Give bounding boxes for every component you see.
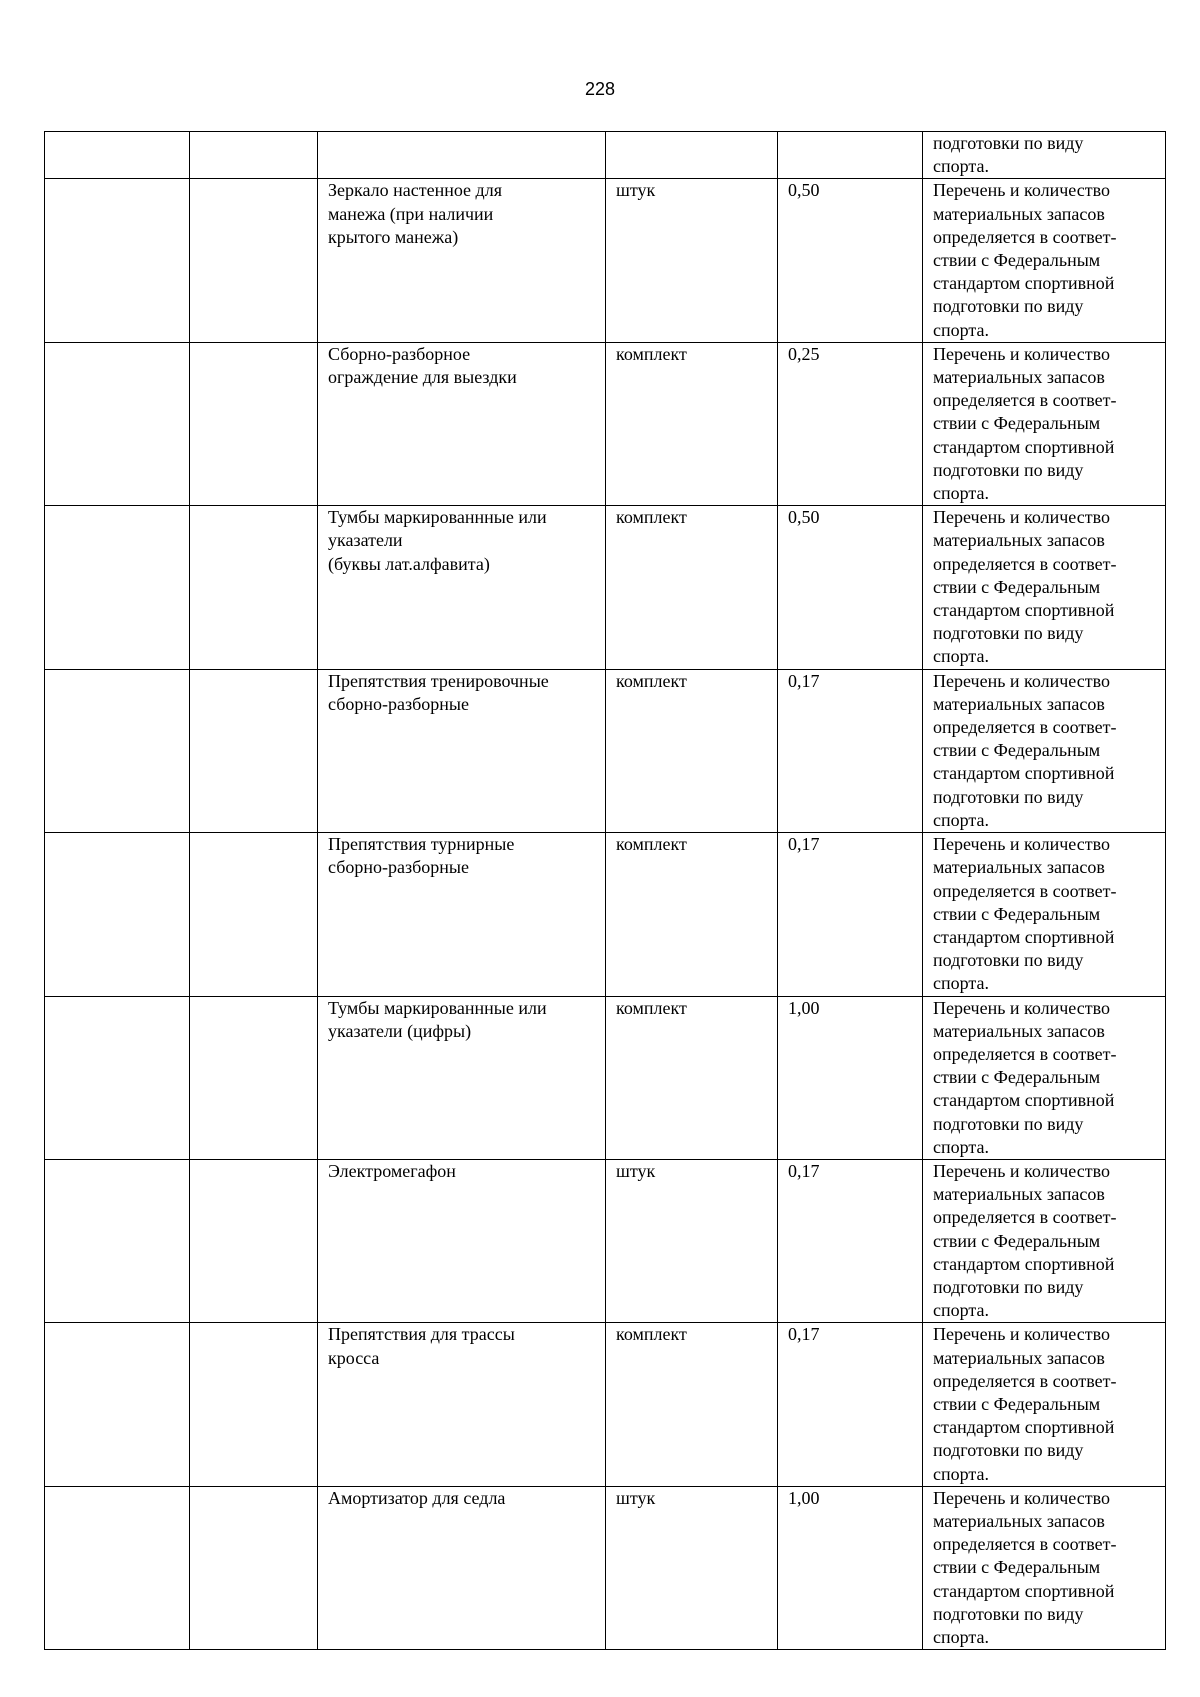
table-row [45, 833, 1166, 996]
item-name-line: указатели [328, 530, 403, 551]
note-line: спорта. [933, 483, 989, 504]
note-line: подготовки по виду [933, 623, 1084, 644]
item-unit: комплект [616, 670, 687, 691]
table-cell-number [45, 996, 190, 1159]
note-line: стандартом спортивной [933, 1417, 1115, 1438]
note-line: определяется в соответ- [933, 226, 1117, 247]
table-cell-name [318, 996, 606, 1159]
note-line: материальных запасов [933, 1347, 1105, 1368]
table-cell-unit [606, 669, 778, 832]
note-line: подготовки по виду [933, 296, 1084, 317]
note-line: подготовки по виду [933, 459, 1084, 480]
table-cell-section [190, 996, 318, 1159]
table-cell-section [190, 1486, 318, 1649]
note-line: стандартом спортивной [933, 926, 1115, 947]
note-line: определяется в соответ- [933, 1534, 1117, 1555]
note-line: определяется в соответ- [933, 1370, 1117, 1391]
item-name-line: Зеркало настенное для [328, 180, 502, 201]
table-cell-quantity [778, 1323, 923, 1486]
note-line: материальных запасов [933, 693, 1105, 714]
table-cell-unit [606, 833, 778, 996]
table-cell-note [923, 132, 1166, 179]
item-unit: штук [616, 1487, 656, 1508]
table-cell-note [923, 669, 1166, 832]
table-row [45, 1486, 1166, 1649]
table-cell-name [318, 342, 606, 505]
table-cell-unit [606, 1323, 778, 1486]
item-unit: комплект [616, 834, 687, 855]
table-cell-name [318, 179, 606, 342]
table-cell-note [923, 506, 1166, 669]
note-line: материальных запасов [933, 367, 1105, 388]
item-name-line: манежа (при наличии [328, 203, 494, 224]
item-name-line: Электромегафон [328, 1160, 456, 1181]
table-cell-quantity [778, 996, 923, 1159]
table-cell-name [318, 669, 606, 832]
table-cell-number [45, 179, 190, 342]
table-cell-unit [606, 506, 778, 669]
table-cell-quantity [778, 132, 923, 179]
table-cell-section [190, 179, 318, 342]
note-line: ствии с Федеральным [933, 740, 1101, 761]
item-quantity: 0,25 [788, 343, 820, 364]
table-body [45, 132, 1166, 1650]
item-name-line: Амортизатор для седла [328, 1487, 506, 1508]
table-cell-name [318, 1486, 606, 1649]
note-line: ствии с Федеральным [933, 1230, 1101, 1251]
note-line: спорта. [933, 1300, 989, 1321]
table-row [45, 342, 1166, 505]
table-cell-unit [606, 1486, 778, 1649]
equipment-table [44, 131, 1166, 1650]
note-line: материальных запасов [933, 530, 1105, 551]
table-cell-quantity [778, 1159, 923, 1322]
item-unit: комплект [616, 1324, 687, 1345]
note-line: ствии с Федеральным [933, 903, 1101, 924]
table-cell-name [318, 833, 606, 996]
note-line: стандартом спортивной [933, 763, 1115, 784]
item-quantity: 0,17 [788, 1160, 820, 1181]
table-cell-name [318, 1323, 606, 1486]
note-line: спорта. [933, 1463, 989, 1484]
note-line: ствии с Федеральным [933, 250, 1101, 271]
item-name-line: ограждение для выездки [328, 367, 517, 388]
table-cell-section [190, 342, 318, 505]
table-cell-number [45, 342, 190, 505]
table-cell-quantity [778, 179, 923, 342]
item-name-line: указатели (цифры) [328, 1020, 472, 1041]
item-quantity: 1,00 [788, 997, 820, 1018]
note-line: Перечень и количество [933, 670, 1110, 691]
table-cell-note [923, 179, 1166, 342]
item-quantity: 0,17 [788, 670, 820, 691]
table-cell-unit [606, 342, 778, 505]
item-quantity: 0,17 [788, 834, 820, 855]
note-line: материальных запасов [933, 1020, 1105, 1041]
item-unit: комплект [616, 507, 687, 528]
table-row [45, 669, 1166, 832]
item-name-line: Препятствия турнирные [328, 834, 515, 855]
note-line: определяется в соответ- [933, 1207, 1117, 1228]
item-quantity: 0,50 [788, 507, 820, 528]
item-unit: комплект [616, 343, 687, 364]
note-line: спорта. [933, 319, 989, 340]
note-line: стандартом спортивной [933, 436, 1115, 457]
item-name-line: Тумбы маркированнные или [328, 507, 547, 528]
item-name-line: Сборно-разборное [328, 343, 471, 364]
table-cell-unit [606, 179, 778, 342]
item-quantity: 0,50 [788, 180, 820, 201]
table-cell-quantity [778, 1486, 923, 1649]
table-row [45, 1159, 1166, 1322]
item-name-line: Тумбы маркированнные или [328, 997, 547, 1018]
note-line: Перечень и количество [933, 1487, 1110, 1508]
table-cell-quantity [778, 669, 923, 832]
item-unit: комплект [616, 997, 687, 1018]
note-line: стандартом спортивной [933, 273, 1115, 294]
note-line: определяется в соответ- [933, 717, 1117, 738]
note-line: подготовки по виду [933, 133, 1084, 153]
note-line: Перечень и количество [933, 1324, 1110, 1345]
table-row [45, 506, 1166, 669]
note-line: спорта. [933, 156, 989, 177]
table-cell-unit [606, 996, 778, 1159]
item-name-line: (буквы лат.алфавита) [328, 553, 490, 574]
table-cell-note [923, 1486, 1166, 1649]
table-cell-name [318, 506, 606, 669]
item-name-line: сборно-разборные [328, 693, 469, 714]
note-line: подготовки по виду [933, 1603, 1084, 1624]
table-cell-number [45, 833, 190, 996]
item-unit: штук [616, 1160, 656, 1181]
note-line: материальных запасов [933, 857, 1105, 878]
table-cell-quantity [778, 833, 923, 996]
item-quantity: 0,17 [788, 1324, 820, 1345]
note-line: Перечень и количество [933, 834, 1110, 855]
note-line: подготовки по виду [933, 1440, 1084, 1461]
table-cell-unit [606, 1159, 778, 1322]
note-line: ствии с Федеральным [933, 1557, 1101, 1578]
note-line: Перечень и количество [933, 507, 1110, 528]
table-cell-note [923, 342, 1166, 505]
table-cell-number [45, 506, 190, 669]
item-name-line: Препятствия для трассы [328, 1324, 515, 1345]
item-unit: штук [616, 180, 656, 201]
note-line: спорта. [933, 973, 989, 994]
note-line: подготовки по виду [933, 1113, 1084, 1134]
table-cell-number [45, 1159, 190, 1322]
page-number: 228 [584, 79, 616, 99]
table-cell-note [923, 1159, 1166, 1322]
table-cell-section [190, 1159, 318, 1322]
table-row [45, 996, 1166, 1159]
note-line: подготовки по виду [933, 950, 1084, 971]
note-line: стандартом спортивной [933, 1253, 1115, 1274]
table-cell-section [190, 506, 318, 669]
table-cell-note [923, 833, 1166, 996]
note-line: спорта. [933, 646, 989, 667]
note-line: стандартом спортивной [933, 1580, 1115, 1601]
table-cell-note [923, 996, 1166, 1159]
table-cell-unit [606, 132, 778, 179]
table-cell-number [45, 132, 190, 179]
item-name-line: Препятствия тренировочные [328, 670, 549, 691]
table-cell-section [190, 833, 318, 996]
note-line: спорта. [933, 809, 989, 830]
table-cell-number [45, 1486, 190, 1649]
table-row [45, 179, 1166, 342]
note-line: определяется в соответ- [933, 390, 1117, 411]
note-line: ствии с Федеральным [933, 413, 1101, 434]
table-cell-section [190, 669, 318, 832]
note-line: спорта. [933, 1627, 989, 1647]
table-cell-section [190, 132, 318, 179]
note-line: Перечень и количество [933, 1160, 1110, 1181]
note-line: подготовки по виду [933, 786, 1084, 807]
note-line: стандартом спортивной [933, 1090, 1115, 1111]
note-line: ствии с Федеральным [933, 1393, 1101, 1414]
item-quantity: 1,00 [788, 1487, 820, 1508]
table-cell-name [318, 1159, 606, 1322]
note-line: материальных запасов [933, 1184, 1105, 1205]
table-row-continuation [45, 132, 1166, 179]
note-line: стандартом спортивной [933, 600, 1115, 621]
note-line: определяется в соответ- [933, 880, 1117, 901]
note-line: Перечень и количество [933, 180, 1110, 201]
table-cell-quantity [778, 506, 923, 669]
note-line: материальных запасов [933, 203, 1105, 224]
note-line: Перечень и количество [933, 997, 1110, 1018]
table-cell-quantity [778, 342, 923, 505]
note-line: ствии с Федеральным [933, 576, 1101, 597]
item-name-line: кросса [328, 1347, 380, 1368]
note-line: определяется в соответ- [933, 553, 1117, 574]
table-cell-number [45, 669, 190, 832]
note-line: подготовки по виду [933, 1276, 1084, 1297]
table-row [45, 1323, 1166, 1486]
table-cell-name [318, 132, 606, 179]
note-line: Перечень и количество [933, 343, 1110, 364]
table-cell-note [923, 1323, 1166, 1486]
table-cell-section [190, 1323, 318, 1486]
note-line: ствии с Федеральным [933, 1067, 1101, 1088]
item-name-line: сборно-разборные [328, 857, 469, 878]
note-line: определяется в соответ- [933, 1043, 1117, 1064]
table-cell-number [45, 1323, 190, 1486]
note-line: материальных запасов [933, 1510, 1105, 1531]
note-line: спорта. [933, 1136, 989, 1157]
item-name-line: крытого манежа) [328, 226, 459, 247]
